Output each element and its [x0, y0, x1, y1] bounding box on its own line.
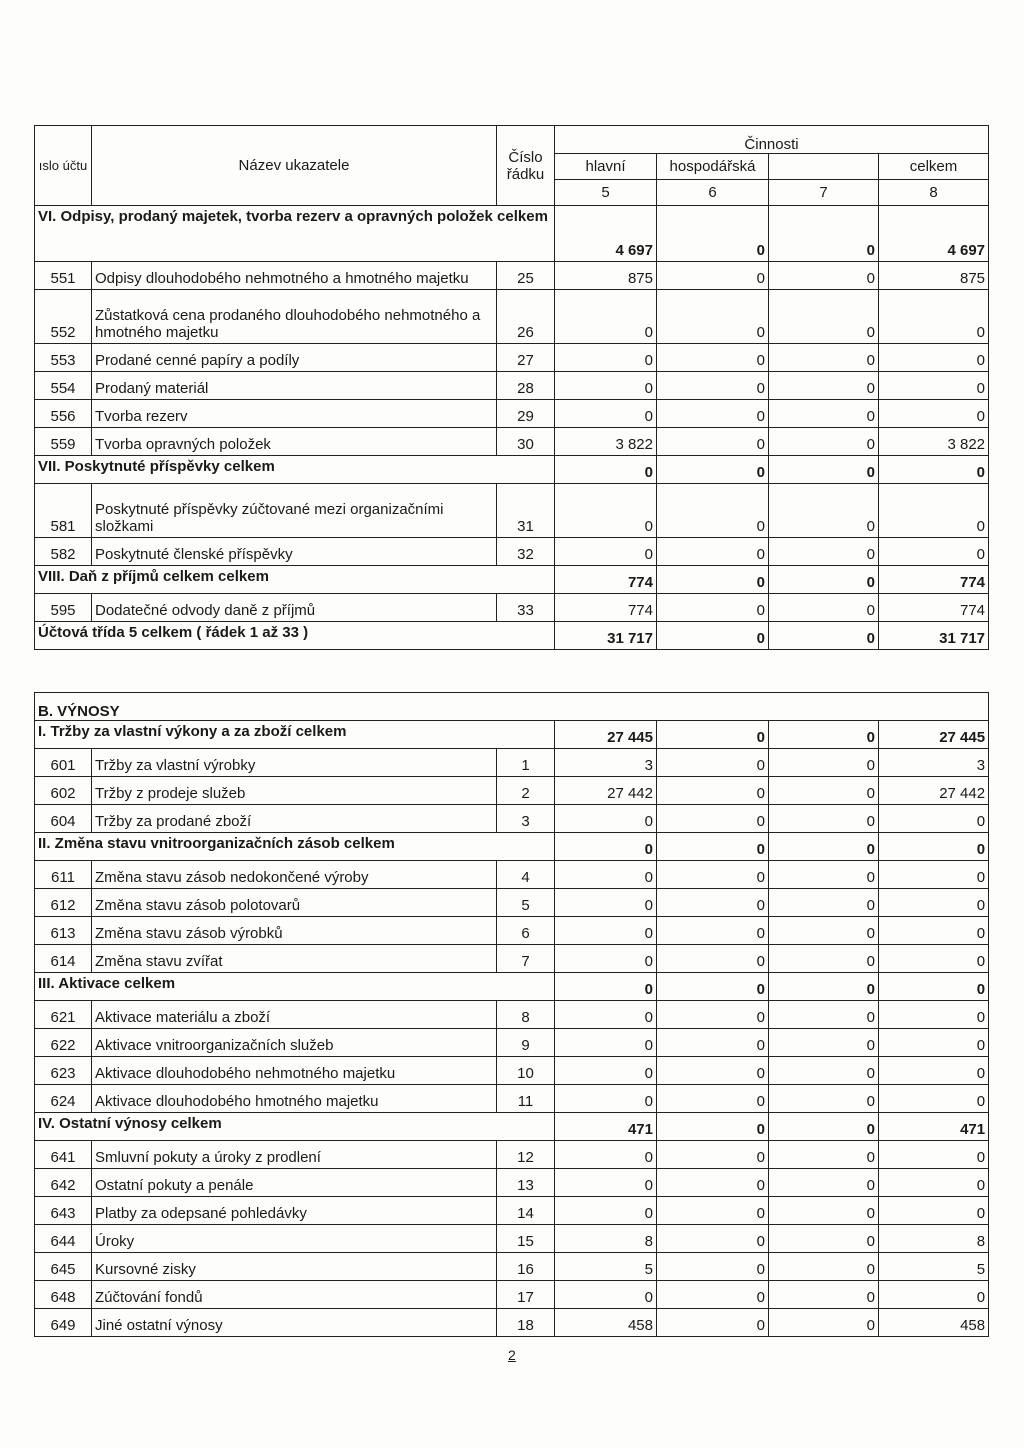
section-total-8: 0	[879, 833, 989, 861]
value-col-8: 0	[879, 1141, 989, 1169]
value-col-7: 0	[769, 400, 879, 428]
value-col-6: 0	[657, 889, 769, 917]
value-col-6: 0	[657, 372, 769, 400]
indicator-name: Tržby z prodeje služeb	[92, 777, 497, 805]
row-number: 16	[497, 1253, 555, 1281]
table-row	[35, 594, 989, 622]
value-col-7: 0	[769, 1281, 879, 1309]
value-col-8: 0	[879, 1281, 989, 1309]
value-col-6: 0	[657, 777, 769, 805]
account-number: 552	[35, 290, 92, 344]
value-col-5: 0	[555, 1057, 657, 1085]
value-col-6: 0	[657, 1197, 769, 1225]
value-col-6: 0	[657, 805, 769, 833]
value-col-6: 0	[657, 945, 769, 973]
account-number: 624	[35, 1085, 92, 1113]
value-col-8: 0	[879, 1001, 989, 1029]
value-col-8: 774	[879, 594, 989, 622]
value-col-5: 774	[555, 594, 657, 622]
value-col-6: 0	[657, 917, 769, 945]
table-row	[35, 805, 989, 833]
value-col-7: 0	[769, 1057, 879, 1085]
value-col-8: 458	[879, 1309, 989, 1337]
value-col-8: 0	[879, 1169, 989, 1197]
indicator-name: Tvorba rezerv	[92, 400, 497, 428]
indicator-name: Prodaný materiál	[92, 372, 497, 400]
row-number: 3	[497, 805, 555, 833]
col-main-header: hlavní	[555, 154, 657, 180]
value-col-5: 0	[555, 917, 657, 945]
value-col-7: 0	[769, 1253, 879, 1281]
row-number: 29	[497, 400, 555, 428]
value-col-6: 0	[657, 1169, 769, 1197]
account-number: 556	[35, 400, 92, 428]
row-number-header: Číslo řádku	[497, 126, 555, 206]
section-total-7: 0	[769, 973, 879, 1001]
row-number: 26	[497, 290, 555, 344]
account-number: 553	[35, 344, 92, 372]
indicator-name: Prodané cenné papíry a podíly	[92, 344, 497, 372]
value-col-7: 0	[769, 344, 879, 372]
row-number: 7	[497, 945, 555, 973]
value-col-8: 0	[879, 290, 989, 344]
section-total-7: 0	[769, 206, 879, 262]
class-total-6: 0	[657, 622, 769, 650]
value-col-6: 0	[657, 1001, 769, 1029]
activities-header: Činnosti	[555, 126, 989, 154]
section-total-6: 0	[657, 566, 769, 594]
value-col-5: 0	[555, 861, 657, 889]
class-total-row	[35, 622, 989, 650]
indicator-name: Tržby za prodané zboží	[92, 805, 497, 833]
value-col-6: 0	[657, 1253, 769, 1281]
account-number: 641	[35, 1141, 92, 1169]
col-empty-header	[769, 154, 879, 180]
table-row	[35, 1309, 989, 1337]
col-num-8: 8	[879, 180, 989, 206]
section-title: I. Tržby za vlastní výkony a za zboží celkem	[35, 721, 555, 749]
value-col-7: 0	[769, 889, 879, 917]
section-total-8: 0	[879, 456, 989, 484]
value-col-7: 0	[769, 372, 879, 400]
col-num-5: 5	[555, 180, 657, 206]
col-num-7: 7	[769, 180, 879, 206]
indicator-name: Platby za odepsané pohledávky	[92, 1197, 497, 1225]
value-col-8: 5	[879, 1253, 989, 1281]
value-col-6: 0	[657, 1029, 769, 1057]
indicator-name: Odpisy dlouhodobého nehmotného a hmotného majetku	[92, 262, 497, 290]
value-col-7: 0	[769, 290, 879, 344]
value-col-6: 0	[657, 1085, 769, 1113]
value-col-5: 0	[555, 344, 657, 372]
value-col-7: 0	[769, 945, 879, 973]
value-col-7: 0	[769, 1169, 879, 1197]
table-row	[35, 1169, 989, 1197]
table-row	[35, 428, 989, 456]
value-col-7: 0	[769, 1001, 879, 1029]
indicator-name: Tržby za vlastní výrobky	[92, 749, 497, 777]
indicator-name: Změna stavu zásob polotovarů	[92, 889, 497, 917]
value-col-5: 3 822	[555, 428, 657, 456]
col-econ-header: hospodářská	[657, 154, 769, 180]
value-col-7: 0	[769, 1029, 879, 1057]
section-total-8: 27 445	[879, 721, 989, 749]
table-row	[35, 1085, 989, 1113]
value-col-5: 0	[555, 400, 657, 428]
value-col-5: 0	[555, 1001, 657, 1029]
row-number: 2	[497, 777, 555, 805]
value-col-7: 0	[769, 594, 879, 622]
section-header	[35, 206, 989, 262]
table-row	[35, 861, 989, 889]
value-col-7: 0	[769, 777, 879, 805]
row-number: 4	[497, 861, 555, 889]
section-total-5: 27 445	[555, 721, 657, 749]
value-col-8: 0	[879, 538, 989, 566]
expenses-table	[34, 125, 989, 650]
value-col-8: 0	[879, 861, 989, 889]
row-number: 27	[497, 344, 555, 372]
value-col-6: 0	[657, 484, 769, 538]
account-number: 613	[35, 917, 92, 945]
value-col-8: 0	[879, 805, 989, 833]
section-total-7: 0	[769, 721, 879, 749]
account-number: 601	[35, 749, 92, 777]
row-number: 1	[497, 749, 555, 777]
account-number: 644	[35, 1225, 92, 1253]
value-col-5: 0	[555, 290, 657, 344]
indicator-name: Aktivace materiálu a zboží	[92, 1001, 497, 1029]
indicator-name: Poskytnuté příspěvky zúčtované mezi organizačními složkami	[92, 484, 497, 538]
indicator-name: Zůstatková cena prodaného dlouhodobého nehmotného a hmotného majetku	[92, 290, 497, 344]
section-total-6: 0	[657, 456, 769, 484]
value-col-5: 0	[555, 889, 657, 917]
table-row	[35, 484, 989, 538]
row-number: 10	[497, 1057, 555, 1085]
row-number: 32	[497, 538, 555, 566]
class-total-8: 31 717	[879, 622, 989, 650]
value-col-8: 0	[879, 917, 989, 945]
section-total-5: 4 697	[555, 206, 657, 262]
value-col-6: 0	[657, 749, 769, 777]
value-col-7: 0	[769, 1309, 879, 1337]
value-col-5: 27 442	[555, 777, 657, 805]
value-col-8: 0	[879, 1197, 989, 1225]
value-col-6: 0	[657, 538, 769, 566]
section-total-6: 0	[657, 973, 769, 1001]
indicator-name: Smluvní pokuty a úroky z prodlení	[92, 1141, 497, 1169]
value-col-5: 0	[555, 538, 657, 566]
row-number: 28	[497, 372, 555, 400]
account-number: 582	[35, 538, 92, 566]
section-title: VII. Poskytnuté příspěvky celkem	[35, 456, 555, 484]
table-row	[35, 917, 989, 945]
section-total-7: 0	[769, 1113, 879, 1141]
table-row	[35, 1029, 989, 1057]
value-col-6: 0	[657, 344, 769, 372]
value-col-8: 875	[879, 262, 989, 290]
value-col-5: 0	[555, 805, 657, 833]
value-col-8: 0	[879, 1085, 989, 1113]
value-col-5: 0	[555, 484, 657, 538]
page-number: 2	[508, 1347, 516, 1363]
revenues-table	[34, 692, 989, 1337]
value-col-8: 0	[879, 400, 989, 428]
account-number: 559	[35, 428, 92, 456]
indicator-name: Změna stavu zásob výrobků	[92, 917, 497, 945]
value-col-8: 0	[879, 889, 989, 917]
name-header: Název ukazatele	[92, 126, 497, 206]
value-col-5: 0	[555, 1169, 657, 1197]
table-row	[35, 1281, 989, 1309]
value-col-7: 0	[769, 484, 879, 538]
table-row	[35, 1197, 989, 1225]
value-col-8: 27 442	[879, 777, 989, 805]
table-row	[35, 1225, 989, 1253]
value-col-7: 0	[769, 861, 879, 889]
indicator-name: Úroky	[92, 1225, 497, 1253]
section-total-6: 0	[657, 721, 769, 749]
section-total-5: 0	[555, 833, 657, 861]
value-col-5: 5	[555, 1253, 657, 1281]
section-b-title: B. VÝNOSY	[35, 693, 989, 721]
section-header	[35, 973, 989, 1001]
section-header	[35, 566, 989, 594]
indicator-name: Kursovné zisky	[92, 1253, 497, 1281]
table-row	[35, 400, 989, 428]
account-number: 614	[35, 945, 92, 973]
section-header	[35, 721, 989, 749]
table-row	[35, 749, 989, 777]
value-col-6: 0	[657, 290, 769, 344]
class-total-5: 31 717	[555, 622, 657, 650]
indicator-name: Aktivace dlouhodobého nehmotného majetku	[92, 1057, 497, 1085]
value-col-6: 0	[657, 1141, 769, 1169]
value-col-6: 0	[657, 400, 769, 428]
class-total-title: Účtová třída 5 celkem ( řádek 1 až 33 )	[35, 622, 555, 650]
value-col-6: 0	[657, 861, 769, 889]
value-col-6: 0	[657, 1281, 769, 1309]
table-row	[35, 538, 989, 566]
value-col-8: 8	[879, 1225, 989, 1253]
indicator-name: Změna stavu zásob nedokončené výroby	[92, 861, 497, 889]
section-total-7: 0	[769, 456, 879, 484]
section-header	[35, 456, 989, 484]
col-total-header: celkem	[879, 154, 989, 180]
section-total-5: 0	[555, 973, 657, 1001]
value-col-6: 0	[657, 1057, 769, 1085]
table-row	[35, 1057, 989, 1085]
row-number: 12	[497, 1141, 555, 1169]
account-number: 554	[35, 372, 92, 400]
row-number: 18	[497, 1309, 555, 1337]
indicator-name: Ostatní pokuty a penále	[92, 1169, 497, 1197]
row-number: 31	[497, 484, 555, 538]
value-col-5: 3	[555, 749, 657, 777]
section-total-8: 774	[879, 566, 989, 594]
value-col-5: 0	[555, 945, 657, 973]
class-total-7: 0	[769, 622, 879, 650]
account-number: 551	[35, 262, 92, 290]
table-row	[35, 777, 989, 805]
table-row	[35, 344, 989, 372]
section-total-6: 0	[657, 206, 769, 262]
indicator-name: Změna stavu zvířat	[92, 945, 497, 973]
account-number: 622	[35, 1029, 92, 1057]
indicator-name: Jiné ostatní výnosy	[92, 1309, 497, 1337]
section-total-8: 0	[879, 973, 989, 1001]
value-col-6: 0	[657, 262, 769, 290]
section-total-7: 0	[769, 833, 879, 861]
indicator-name: Aktivace dlouhodobého hmotného majetku	[92, 1085, 497, 1113]
row-number: 6	[497, 917, 555, 945]
table-row	[35, 372, 989, 400]
account-number: 643	[35, 1197, 92, 1225]
account-number: 642	[35, 1169, 92, 1197]
indicator-name: Dodatečné odvody daně z příjmů	[92, 594, 497, 622]
value-col-6: 0	[657, 1225, 769, 1253]
row-number: 8	[497, 1001, 555, 1029]
value-col-7: 0	[769, 262, 879, 290]
account-number: 602	[35, 777, 92, 805]
value-col-7: 0	[769, 1225, 879, 1253]
value-col-5: 8	[555, 1225, 657, 1253]
row-number: 17	[497, 1281, 555, 1309]
value-col-5: 0	[555, 1197, 657, 1225]
value-col-8: 0	[879, 1029, 989, 1057]
value-col-8: 0	[879, 945, 989, 973]
value-col-8: 0	[879, 344, 989, 372]
section-header	[35, 1113, 989, 1141]
row-number: 13	[497, 1169, 555, 1197]
account-number: 595	[35, 594, 92, 622]
account-number: 611	[35, 861, 92, 889]
row-number: 5	[497, 889, 555, 917]
value-col-7: 0	[769, 1197, 879, 1225]
row-number: 30	[497, 428, 555, 456]
indicator-name: Zúčtování fondů	[92, 1281, 497, 1309]
value-col-5: 0	[555, 1141, 657, 1169]
table-row	[35, 1253, 989, 1281]
value-col-5: 0	[555, 1029, 657, 1057]
section-total-6: 0	[657, 833, 769, 861]
table-row	[35, 290, 989, 344]
value-col-7: 0	[769, 1085, 879, 1113]
value-col-7: 0	[769, 749, 879, 777]
section-title: VIII. Daň z příjmů celkem celkem	[35, 566, 555, 594]
value-col-7: 0	[769, 538, 879, 566]
account-header: ıslo účtu	[35, 126, 92, 206]
row-number: 9	[497, 1029, 555, 1057]
account-number: 623	[35, 1057, 92, 1085]
value-col-7: 0	[769, 805, 879, 833]
value-col-5: 0	[555, 1085, 657, 1113]
account-number: 621	[35, 1001, 92, 1029]
row-number: 25	[497, 262, 555, 290]
row-number: 15	[497, 1225, 555, 1253]
section-title: VI. Odpisy, prodaný majetek, tvorba rezerv a opravných položek celkem	[35, 206, 555, 262]
table-row	[35, 1001, 989, 1029]
section-title: IV. Ostatní výnosy celkem	[35, 1113, 555, 1141]
account-number: 612	[35, 889, 92, 917]
value-col-5: 875	[555, 262, 657, 290]
section-total-6: 0	[657, 1113, 769, 1141]
row-number: 33	[497, 594, 555, 622]
section-total-7: 0	[769, 566, 879, 594]
section-header	[35, 833, 989, 861]
section-total-5: 0	[555, 456, 657, 484]
value-col-7: 0	[769, 428, 879, 456]
section-total-8: 471	[879, 1113, 989, 1141]
section-total-8: 4 697	[879, 206, 989, 262]
account-number: 645	[35, 1253, 92, 1281]
value-col-6: 0	[657, 594, 769, 622]
table-row	[35, 262, 989, 290]
col-num-6: 6	[657, 180, 769, 206]
value-col-8: 0	[879, 1057, 989, 1085]
value-col-5: 0	[555, 372, 657, 400]
value-col-7: 0	[769, 1141, 879, 1169]
row-number: 14	[497, 1197, 555, 1225]
section-title: III. Aktivace celkem	[35, 973, 555, 1001]
value-col-5: 0	[555, 1281, 657, 1309]
indicator-name: Aktivace vnitroorganizačních služeb	[92, 1029, 497, 1057]
section-total-5: 471	[555, 1113, 657, 1141]
account-number: 581	[35, 484, 92, 538]
value-col-6: 0	[657, 1309, 769, 1337]
section-title: II. Změna stavu vnitroorganizačních zásob celkem	[35, 833, 555, 861]
value-col-5: 458	[555, 1309, 657, 1337]
section-total-5: 774	[555, 566, 657, 594]
account-number: 604	[35, 805, 92, 833]
table-row	[35, 945, 989, 973]
value-col-8: 3	[879, 749, 989, 777]
account-number: 649	[35, 1309, 92, 1337]
value-col-6: 0	[657, 428, 769, 456]
table-row	[35, 1141, 989, 1169]
table-row	[35, 889, 989, 917]
value-col-7: 0	[769, 917, 879, 945]
indicator-name: Poskytnuté členské příspěvky	[92, 538, 497, 566]
value-col-8: 0	[879, 372, 989, 400]
indicator-name: Tvorba opravných položek	[92, 428, 497, 456]
value-col-8: 0	[879, 484, 989, 538]
account-number: 648	[35, 1281, 92, 1309]
row-number: 11	[497, 1085, 555, 1113]
value-col-8: 3 822	[879, 428, 989, 456]
